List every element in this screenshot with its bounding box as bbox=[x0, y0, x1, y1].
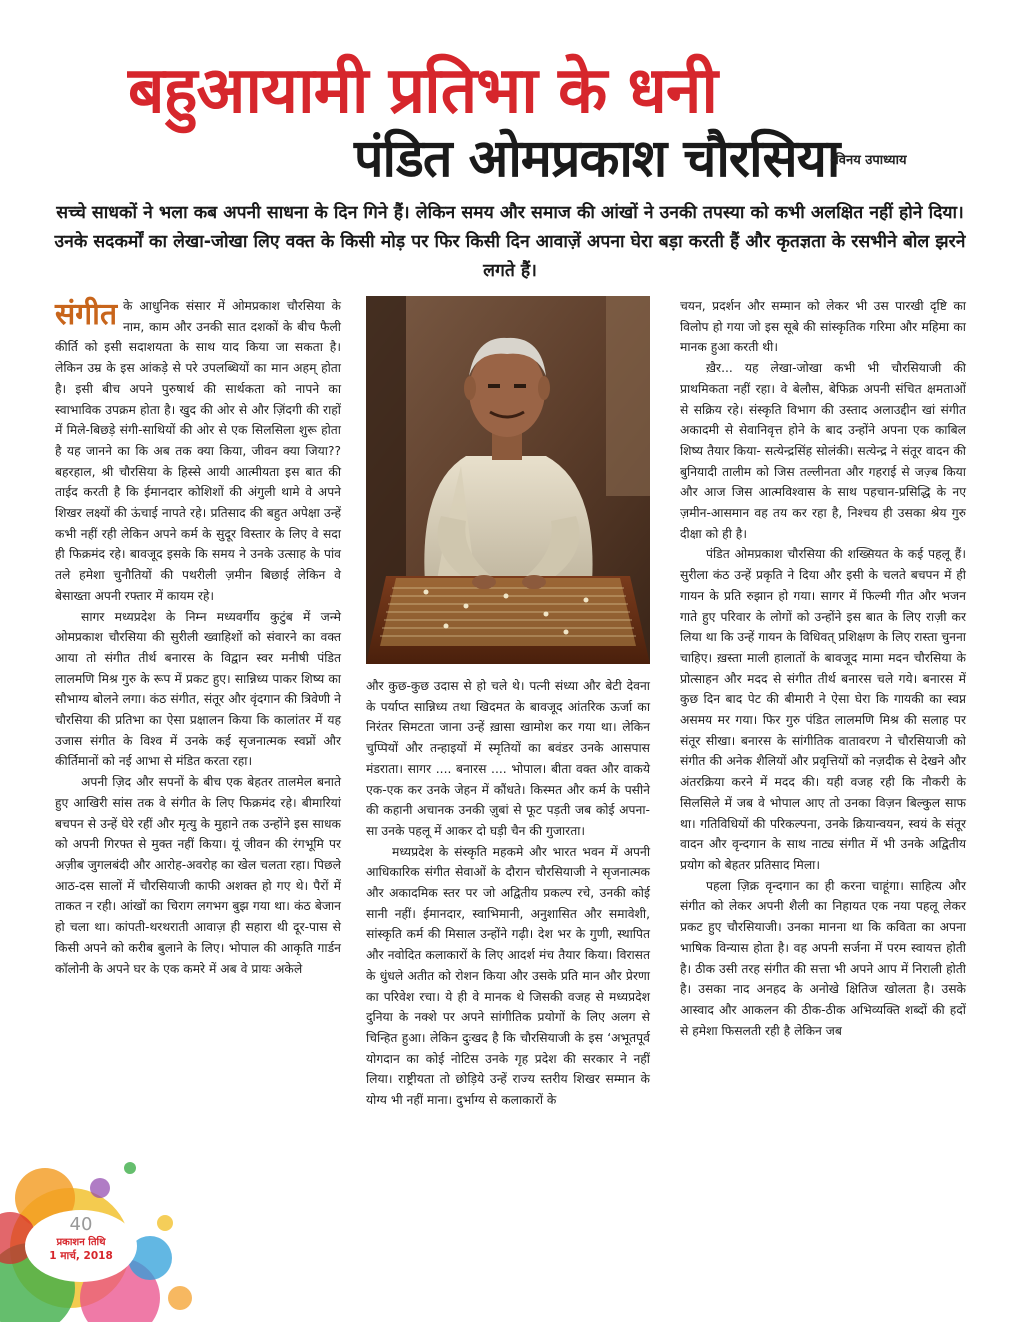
photo-illustration bbox=[366, 296, 650, 664]
page-info-badge bbox=[25, 1210, 137, 1282]
headline-line-2: पंडित ओमप्रकाश चौरसिया bbox=[354, 129, 840, 189]
article-column-2 bbox=[366, 676, 650, 1316]
paragraph-text: के आधुनिक संसार में ओमप्रकाश चौरसिया के नाम, काम और उनकी सात दशकों के बीच फैली कीर्ति को इसी सदाशयता के साथ याद किया जा सकता है। लेकिन उम्र के इस आंकड़े से परे उपलब्धियों का मान अहम् होता है। इसी बीच अपने पुरुषार्थ की सार्थकता को नापने का स्वाभाविक उपक्रम होता है। खुद की ओर से और ज़िंदगी की राहों में मिले-बिछड़े संगी-साथियों की ओर से एक सिलसिला शुरू होता है यह जानने का कि अब तक क्या किया, जीवन क्या जिया?? बहरहाल, श्री चौरसिया के हिस्से आयी आत्मीयता इस बात की ताईद करती है कि ईमानदार कोशिशों की अंगुली थामे वे अपने शिखर लक्ष्यों की ऊंचाई नापते रहे। प्रतिसाद की बहुत अपेक्षा उन्हें कभी नहीं रही लेकिन अपने कर्म के सुदूर विस्तार के लिए वे सदा ही फिक्रमंद रहे। बावजूद इसके कि समय ने उनके उत्साह के पांव तले हमेशा चुनौतियों की पथरीली ज़मीन बिछाई लेकिन वे बेसाख्ता अपनी रफ्तार में कायम रहे। bbox=[55, 299, 341, 603]
author-byline: -विनय उपाध्याय bbox=[830, 153, 907, 168]
paragraph: अपनी ज़िद और सपनों के बीच एक बेहतर तालमेल बनाते हुए आखिरी सांस तक वे संगीत के लिए फिक्रमंद रहे। बीमारियां बचपन से उन्हें घेरे रहीं और मृत्यु के मुहाने तक उन्होंने इस साधक को अपनी गिरफ्त से मुक्त नहीं किया। यूं जीवन की रंगभूमि पर अज़ीब जुगलबंदी और आरोह-अवरोह का खेल चलता रहा। पिछले आठ-दस सालों में चौरसियाजी काफी अशक्त हो गए थे। पैरों में ताकत न रही। आंखों का चिराग लगभग बुझ गया था। कंठ बेजान हो चला था। कांपती-थरथराती आवाज़ ही सहारा थी दूर-पास से किसी अपने को करीब बुलाने के लिए। भोपाल की आकृति गार्डन कॉलोनी के अपने घर के एक कमरे में अब वे प्रायः अकेले bbox=[55, 775, 341, 976]
santoor-player-photo bbox=[366, 296, 650, 664]
headline-line-1: बहुआयामी प्रतिभा के धनी bbox=[128, 54, 717, 128]
publication-label: प्रकाशन तिथि bbox=[56, 1237, 106, 1248]
paragraph: चयन, प्रदर्शन और सम्मान को लेकर भी उस पारखी दृष्टि का विलोप हो गया जो इस सूबे की सांस्कृतिक गरिमा और महिमा का मानक हुआ करती थी। bbox=[680, 299, 966, 355]
intro-standfirst: सच्चे साधकों ने भला कब अपनी साधना के दिन गिने हैं। लेकिन समय और समाज की आंखों ने उनकी तपस्या को कभी अलक्षित नहीं होने दिया। उनके सदकर्मों का लेखा-जोखा लिए वक्त के किसी मोड़ पर फिर किसी दिन आवाज़ें अपना घेरा बड़ा करती हैं और कृतज्ञता के रसभीने बोल झरने लगते हैं। bbox=[54, 203, 966, 281]
paragraph: मध्यप्रदेश के संस्कृति महकमे और भारत भवन में अपनी आधिकारिक संगीत सेवाओं के दौरान चौरसियाजी ने सृजनात्मक और अकादमिक स्तर पर जो अद्वितीय प्रकल्प रचे, उनकी कोई सानी नहीं। ईमानदार, स्वाभिमानी, अनुशासित और समावेशी, सांस्कृति कर्म की मिसाल उन्होंने गढ़ी। देश भर के गुणी, स्थापित और नवोदित कलाकारों के लिए आदर्श मंच तैयार किया। विरासत के धुंधले अतीत को रोशन किया और उसके प्रति मान और प्रेरणा का परिवेश रचा। ये ही वे मानक थे जिसकी वजह से मध्यप्रदेश दुनिया के नक्शे पर अपने सांगीतिक प्रयोगों के लिए अलग से चिन्हित हुआ। लेकिन दुःखद है कि चौरसियाजी के इस ‘अभूतपूर्व योगदान का कोई नोटिस उनके गृह प्रदेश की सरकार ने नहीं लिया। राष्ट्रीयता तो छोड़िये उन्हें राज्य स्तरीय शिखर सम्मान के योग्य भी नहीं माना। दुर्भाग्य से कलाकारों के bbox=[366, 844, 650, 1108]
paragraph: और कुछ-कुछ उदास से हो चले थे। पत्नी संध्या और बेटी देवना के पर्याप्त सान्निध्य तथा खिदमत के बावजूद आंतरिक ऊर्जा का निरंतर सिमटता जाना उन्हें ख़ासा खामोश कर गया था। लेकिन चुप्पियों और तन्हाइयों में स्मृतियों का बवंडर उनके आसपास मंडराता। सागर .... बनारस .... भोपाल। बीता वक्त और वाकये एक-एक कर उनके जेहन में कौंधते। किस्मत और कर्म के पसीने की कहानी अचानक उनकी ज़ुबां से फूट पड़ती जब कोई अपना-सा उनके पहलू में आकर दो घड़ी चैन की गुजारता। bbox=[366, 679, 650, 838]
paragraph: सागर मध्यप्रदेश के निम्न मध्यवर्गीय कुटुंब में जन्मे ओमप्रकाश चौरसिया की सुरीली ख्वाहिशों को संवारने का वक्त आया तो संगीत तीर्थ बनारस के विद्वान स्वर मनीषी पंडित लालमणि मिश्र गुरु के रूप में प्रकट हुए। सान्निध्य पाकर शिष्य का सौभाग्य बोलने लगा। कंठ संगीत, संतूर और वृंदगान की त्रिवेणी ने चौरसिया की प्रतिभा का ऐसा प्रक्षालन किया कि कालांतर में यह उजास संगीत के विश्व में उनके कई सृजनात्मक स्वप्नों और कीर्तिमानों को नई आभा से मंडित करता रहा। bbox=[55, 609, 341, 769]
page-number: 40 bbox=[69, 1214, 93, 1235]
paragraph bbox=[55, 296, 341, 607]
paragraph: पहला ज़िक्र वृन्दगान का ही करना चाहूंगा। साहित्य और संगीत को लेकर अपनी शैली का निहायत एक नया पहलू लेकर प्रकट हुए चौरसियाजी। उनका मानना था कि कविता का अपना भाषिक विन्यास होता है। वह अपनी सर्जना में परम स्वायत्त होती है। ठीक उसी तरह संगीत की सत्ता भी अपने आप में निराली होती है। उसका नाद अनहद के अनोखे क्षितिज खोलता है। उसके आस्वाद और आकलन की ठीक-ठीक अभिव्यक्ति शब्दों की हदों से हमेशा फिसलती रही है लेकिन जब bbox=[680, 878, 966, 1038]
paragraph: ख़ैर... यह लेखा-जोखा कभी भी चौरसियाजी की प्राथमिकता नहीं रहा। वे बेलौस, बेफिक्र अपनी संचित क्षमताओं से सक्रिय रहे। संस्कृति विभाग की उस्ताद अलाउद्दीन खां संगीत अकादमी से सेवानिवृत्त होने के बाद उन्होंने अपना एक काबिल शिष्य तैयार किया- सत्येन्द्रसिंह सोलंकी। सत्येन्द्र ने संतूर वादन की बुनियादी तालीम को जिस तल्लीनता और गहराई से जज़्ब किया और आज जिस आत्मविश्वास के साथ पहचान-प्रसिद्धि के नए ज़मीन-आसमान वह तय कर रहा है, निश्चय ही उसका श्रेय गुरु दीक्षा को ही है। bbox=[680, 361, 966, 541]
paragraph: पंडित ओमप्रकाश चौरसिया की शख्सियत के कई पहलू हैं। सुरीला कंठ उन्हें प्रकृति ने दिया और इसी के चलते बचपन में ही गायन के प्रति रुझान हो गया। सागर में फिल्मी गीत और भजन गाते हुए परिवार के लोगों को उन्होंने इस बात के लिए राज़ी कर लिया था कि उन्हें गायन के विधिवत् प्रशिक्षण के लिए रास्ता चुनना चाहिए। ख़स्ता माली हालातों के बावजूद मामा मदन चौरसिया के प्रोत्साहन और मदद से संगीत तीर्थ बनारस चले गये। बनारस में कुछ दिन बाद पेट की बीमारी ने ऐसा घेरा कि गायकी का स्वप्न असमय मर गया। फिर गुरु पंडित लालमणि मिश्र की सलाह पर संतूर सीखा। बनारस के सांगीतिक वातावरण ने चौरसियाजी को संगीत की अनेक शैलियों और प्रवृत्तियों को नज़दीक से देखने और अंतरक्रिया करने में मदद की। यही वजह रही कि नौकरी के सिलसिले में जब वे भोपाल आए तो उनका विज़न बिल्कुल साफ था। गतिविधियों की परिकल्पना, उनके क्रियान्वयन, स्वयं के संतूर वादन और वृन्दगान के साथ नाट्य संगीत में भी उनके अद्वितीय प्रयोग को बेहतर प्रतिसाद मिला। bbox=[680, 547, 966, 872]
publication-date: 1 मार्च, 2018 bbox=[49, 1250, 113, 1262]
dropcap-word: संगीत bbox=[55, 297, 118, 332]
article-column-3 bbox=[680, 296, 966, 1296]
